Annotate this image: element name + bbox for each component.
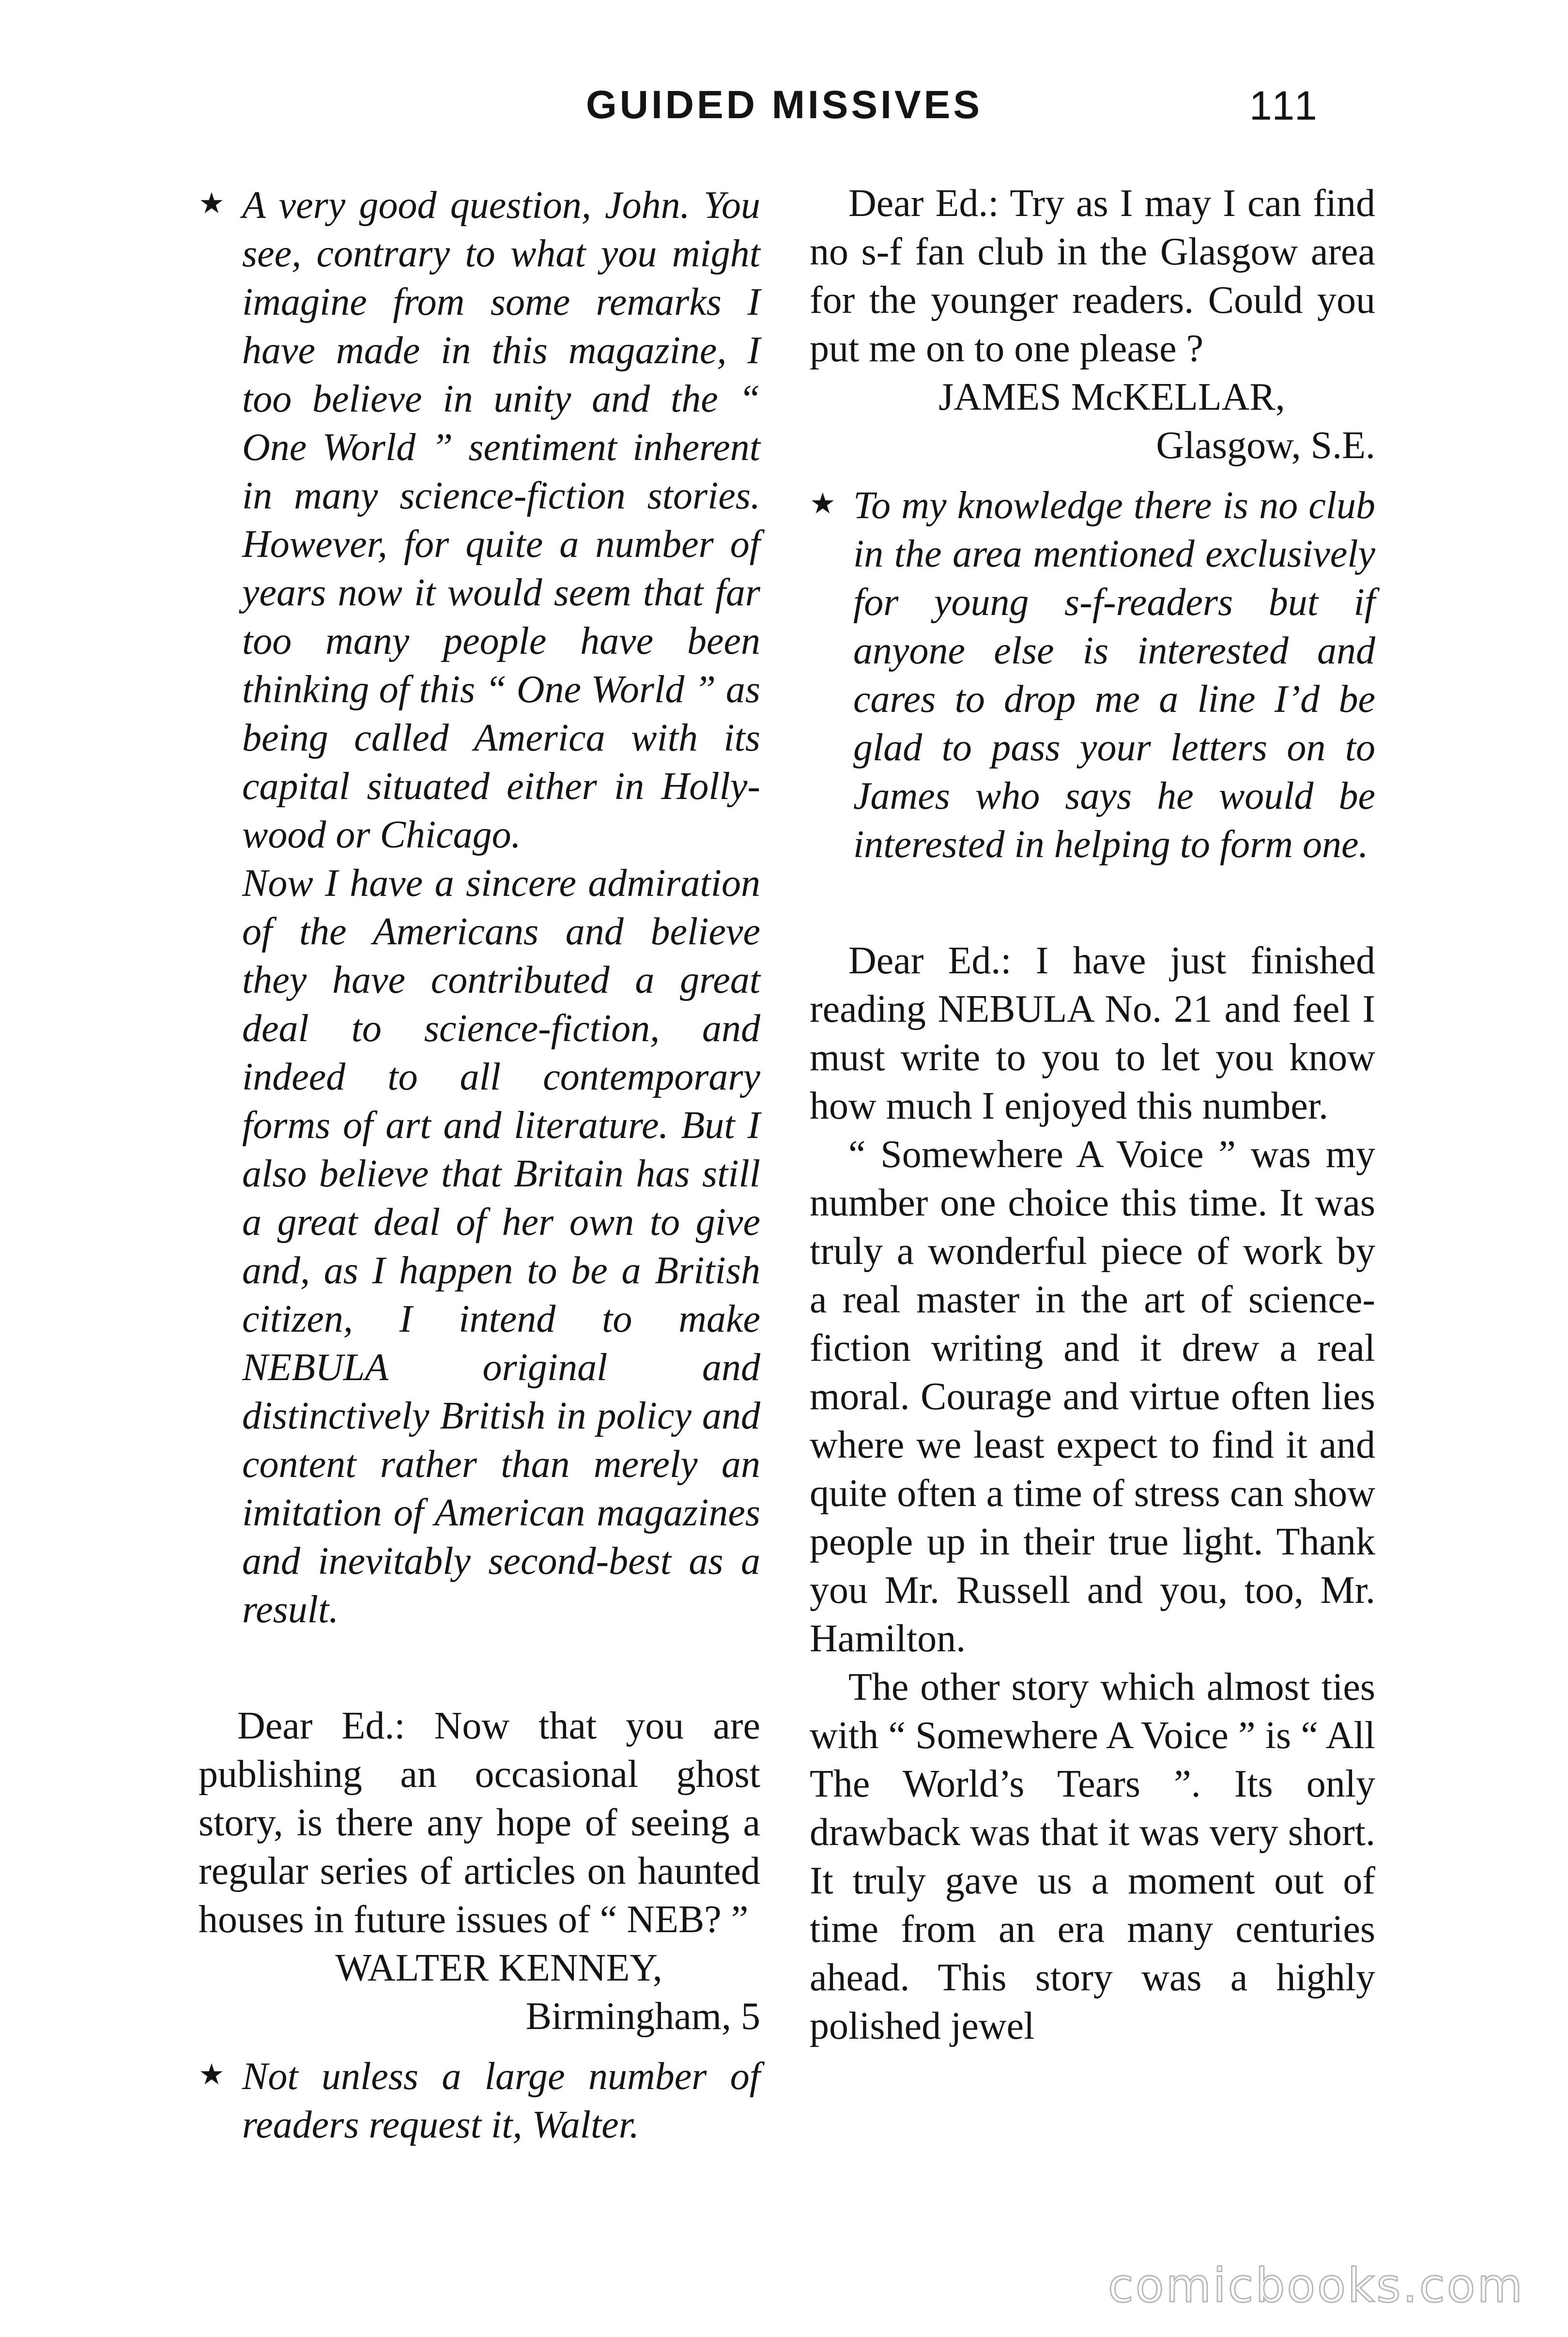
editor-reply-text: Not unless a large number of readers request it, Walter. — [242, 2055, 760, 2146]
editor-star-icon: ★ — [199, 2058, 225, 2091]
letter-signature-name: WALTER KENNEY, — [335, 1947, 662, 1989]
left-column — [199, 179, 760, 2149]
reader-letter-paragraph: “ Somewhere A Voice ” was my number one choice this time. It was truly a wonderful piece of work by a real master in the art of science-fiction writing and it drew a real moral. Courage and virtue often lies where we least expect to find it and quite often a time of stress can show people up in their true light. Thank you Mr. Russell and you, too, Mr. Hamilton. — [810, 1133, 1375, 1660]
reader-letter: Dear Ed.: Now that you are publishing an occasional ghost story, is there any hope of seeing a regular series of articles on haunted houses in future issues of “ NEB? ” — [199, 1705, 760, 1941]
letter-signature-place: Glasgow, S.E. — [1156, 424, 1375, 467]
editor-reply-text: To my knowledge there is no club in the area mentioned exclusively for young s-f-readers but if anyone else is interested and cares to drop me a line I’d be glad to pass your letters on to James who says he would be interested in helping to form one. — [853, 484, 1375, 866]
editor-star-icon: ★ — [810, 487, 836, 521]
reader-letter: Dear Ed.: Try as I may I can find no s-f fan club in the Glasgow area for the younger readers. Could you put me on to one please ? — [810, 182, 1375, 370]
watermark: comicbooks.com — [1107, 2259, 1524, 2313]
editor-reply-continued: Now I have a sincere admiration of the Americans and believe they have contributed a great deal to science-fiction, and indeed to all contemporary forms of art and literature. But I also believe that Britain has still a great deal of her own to give and, as I happen to be a British citizen, I intend to make NEBULA original and distinctively British in policy and content rather than merely an imitation of American magazines and inevitably second-best as a result. — [242, 862, 760, 1631]
reader-letter-paragraph: The other story which almost ties with “ Somewhere A Voice ” is “ All The World’s Tears ”. Its only drawback was that it was very short. It truly gave us a moment out of time from an era many centuries ahead. This story was a highly polished jewel — [810, 1666, 1375, 2047]
editor-reply-text: A very good question, John. You see, contrary to what you might imagine from some remarks I have made in this magazine, I too believe in unity and the “ One World ” sentiment inherent in many science-fiction stories. However, for quite a number of years now it would seem that far too many people have been thinking of this “ One World ” as being called America with its capital situated either in Hollywood or Chicago. — [242, 184, 760, 856]
editor-reply — [199, 179, 760, 859]
letter-signature-name: JAMES McKELLAR, — [938, 376, 1285, 418]
running-head: GUIDED MISSIVES — [586, 83, 983, 127]
right-column — [810, 179, 1375, 2050]
editor-reply — [199, 2050, 760, 2149]
editor-reply — [810, 479, 1375, 869]
page-number: 111 — [1249, 83, 1320, 128]
reader-letter: Dear Ed.: I have just finished reading NEBULA No. 21 and feel I must write to you to let you know how much I enjoyed this number. — [810, 939, 1375, 1127]
editor-star-icon: ★ — [199, 186, 225, 220]
letter-signature-place: Birmingham, 5 — [525, 1995, 760, 2038]
